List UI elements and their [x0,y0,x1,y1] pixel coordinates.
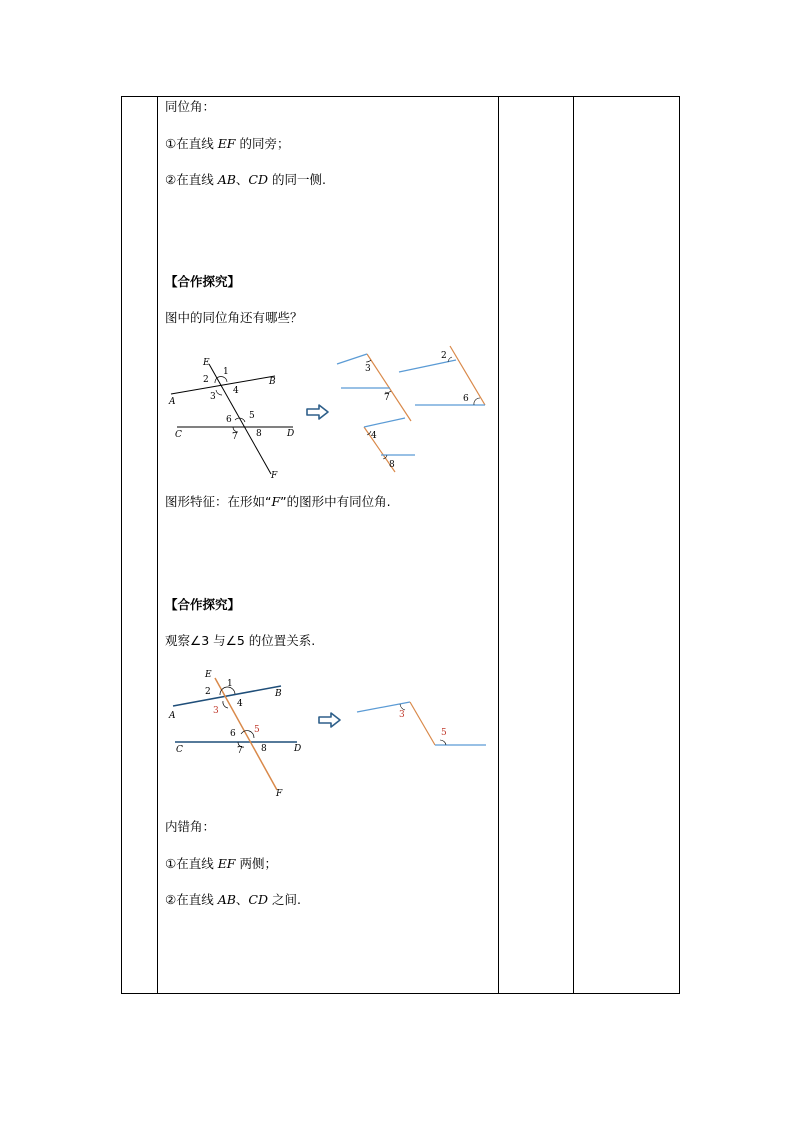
arrow-right-icon [305,403,331,421]
table-border-bottom [121,993,680,994]
piece-angle-label-2: 2 [441,351,447,361]
angle-label-8: 8 [256,429,262,439]
piece-angle-label-5-red: 5 [441,728,447,738]
table-column-divider-3 [573,96,574,994]
angle-label-6-2: 6 [230,729,236,739]
arrow-right-icon-2 [317,711,343,729]
piece-angle-label-7: 7 [384,393,390,403]
point-label-F-2: F [276,789,283,799]
point-label-A: A [169,397,176,407]
explore-heading-2: 【合作探究】 [165,597,241,612]
point-label-E-2: E [205,670,212,680]
transversal-figure-2 [165,668,315,800]
corresponding-angle-pieces [335,345,495,475]
point-label-B-2: B [275,689,282,699]
explore-heading-1: 【合作探究】 [165,274,241,289]
point-label-F: F [271,471,278,481]
point-label-E: E [203,358,210,368]
corresponding-condition-2: ②在直线 AB、CD 的同一侧. [165,172,326,187]
angle-label-1: 1 [223,367,229,377]
angle-label-4-2: 4 [237,699,243,709]
angle-label-7: 7 [232,432,238,442]
point-label-C: C [175,430,182,440]
alternate-angle-title: 内错角： [165,819,216,834]
piece-angle-label-8: 8 [389,460,395,470]
alternate-condition-2: ②在直线 AB、CD 之间. [165,892,301,907]
point-label-C-2: C [176,745,183,755]
point-label-D-2: D [294,744,302,754]
piece-angle-label-6: 6 [463,394,469,404]
point-label-A-2: A [169,711,176,721]
angle-label-5: 5 [249,411,255,421]
angle-label-3: 3 [210,392,216,402]
piece-angle-label-3: 3 [365,364,371,374]
piece-angle-label-4: 4 [371,431,377,441]
angle-label-5-2: 5 [254,725,260,735]
angle-label-2-2: 2 [205,687,211,697]
angle-label-7-2: 7 [237,746,243,756]
angle-label-6: 6 [226,415,232,425]
transversal-figure-1 [165,352,305,482]
corresponding-condition-1: ①在直线 EF 的同旁； [165,136,290,151]
point-label-B: B [269,377,276,387]
table-column-divider-2 [498,96,499,994]
point-label-D: D [287,429,295,439]
angle-label-4: 4 [233,386,239,396]
angle-label-8-2: 8 [261,744,267,754]
table-border-top [121,96,680,97]
table-border-right [679,96,680,994]
corresponding-angle-title: 同位角： [165,99,216,114]
alternate-angle-piece [355,698,490,750]
piece-angle-label-3-red: 3 [399,710,405,720]
table-column-divider-1 [157,96,158,994]
alternate-condition-1: ①在直线 EF 两侧； [165,856,277,871]
angle-label-3-2: 3 [213,706,219,716]
explore-question-2: 观察∠3 与∠5 的位置关系. [165,633,316,648]
explore-question-1: 图中的同位角还有哪些？ [165,310,303,325]
angle-label-1-2: 1 [227,679,233,689]
angle-label-2: 2 [203,375,209,385]
figure-feature-text: 图形特征：在形如“F”的图形中有同位角. [165,494,391,509]
table-border-left [121,96,122,994]
